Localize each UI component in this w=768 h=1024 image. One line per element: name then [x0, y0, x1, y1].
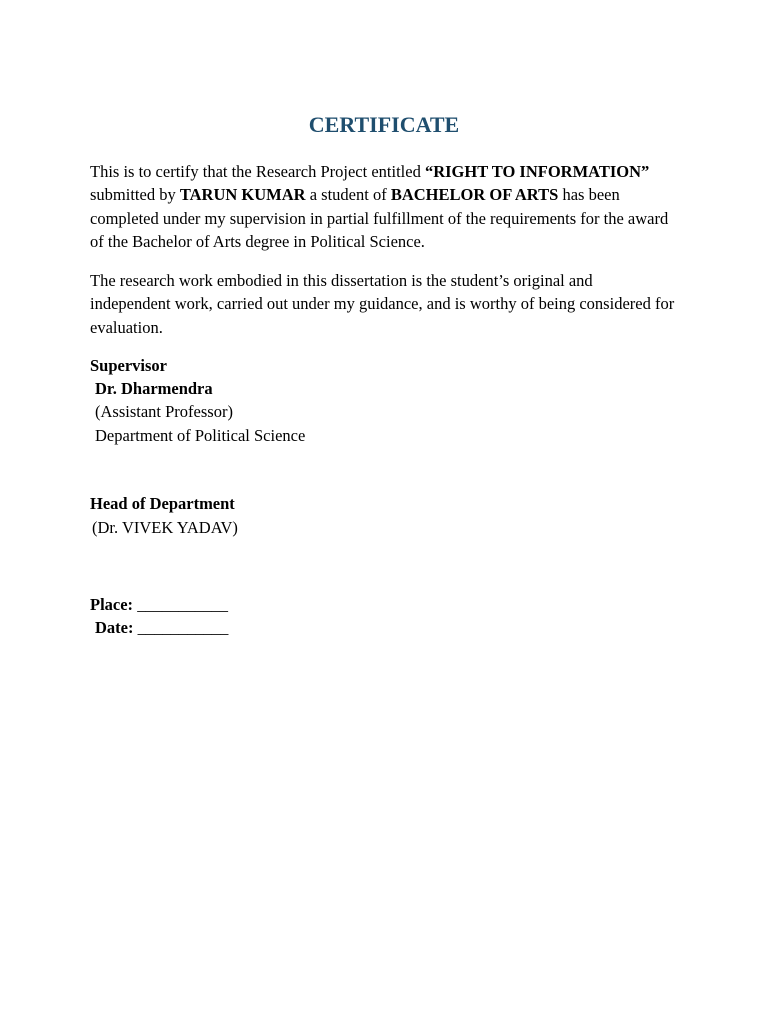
place-blank: ___________: [137, 595, 228, 614]
project-title: “RIGHT TO INFORMATION”: [424, 162, 650, 181]
certificate-title: CERTIFICATE: [308, 112, 460, 137]
place-label: Place:: [90, 595, 134, 614]
supervisor-heading: Supervisor: [90, 356, 168, 375]
supervisor-name: Dr. Dharmendra: [95, 379, 213, 398]
supervisor-department: Department of Political Science: [95, 426, 306, 445]
hod-name: (Dr. VIVEK YADAV): [92, 518, 238, 537]
date-blank: ___________: [137, 618, 229, 637]
hod-heading: Head of Department: [90, 494, 235, 513]
student-name: TARUN KUMAR: [179, 185, 306, 205]
place-line: [90, 593, 228, 616]
para1-text-3: a student of: [305, 185, 391, 205]
originality-paragraph: The research work embodied in this dissertation is the student’s original and independent work, carried out under my guidance, and is worthy of being considered for evaluation.: [90, 271, 675, 337]
course-name: BACHELOR OF ARTS: [390, 185, 559, 205]
date-label: Date:: [95, 618, 134, 637]
para1-text-1: This is to certify that the Research Project entitled: [90, 162, 425, 181]
supervisor-designation: (Assistant Professor): [95, 402, 233, 421]
certification-paragraph: [90, 160, 675, 253]
para1-text-2: submitted by: [90, 185, 180, 205]
para1-text-4: has been completed under my supervision in partial fulfillment of the requirements for the award of the Bachelor of Arts degree in Political Science.: [90, 185, 669, 251]
date-line: [95, 616, 228, 639]
